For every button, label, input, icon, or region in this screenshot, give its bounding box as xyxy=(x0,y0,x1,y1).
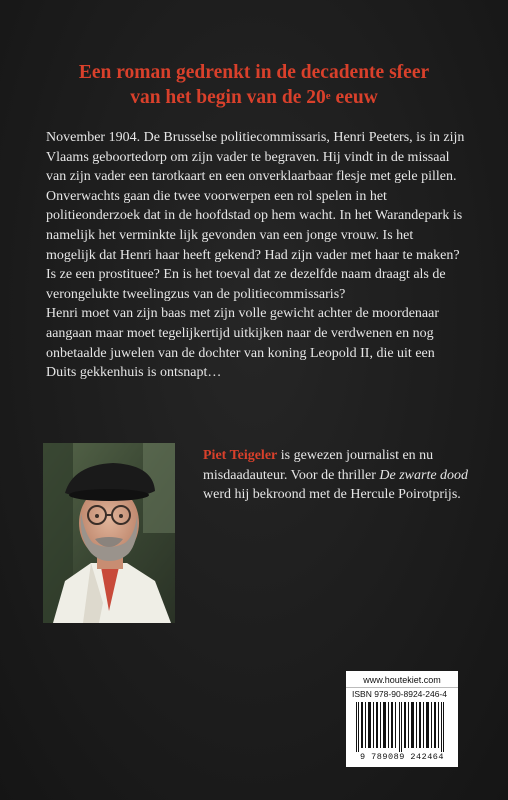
tagline xyxy=(0,60,508,110)
blurb-paragraph-1: November 1904. De Brusselse politiecommissaris, Henri Peeters, is in zijn Vlaams geboortedorp om zijn vader te begraven. Hij vindt in de missaal van zijn vader een tarotkaart en een onverklaarbaar flesje met gele pillen. Onverwachts gaan die twee voorwerpen een rol spelen in het politieonderzoek dat in de hoofdstad op hem wacht. In het Warandepark is namelijk het verminkte lijk gevonden van een jonge vrouw. Is het mogelijk dat Henri haar heeft gekend? Had zijn vader met haar te maken? Is ze een prostituee? En is het toeval dat ze dezelfde naam draagt als de verongelukte tweelingzus van de politiecommissaris? xyxy=(46,130,465,302)
publisher-url: www.houtekiet.com xyxy=(346,673,458,688)
tagline-superscript: e xyxy=(325,90,331,102)
blurb xyxy=(46,128,466,383)
author-photo xyxy=(43,443,175,623)
barcode-icon xyxy=(350,702,454,752)
tagline-line-2-end: eeuw xyxy=(330,87,378,108)
author-bio xyxy=(203,446,473,505)
tagline-line-2-start: van het begin van de 20 xyxy=(130,87,326,108)
book-title: De zwarte dood xyxy=(379,467,469,483)
blurb-paragraph-2: Henri moet van zijn baas met zijn volle gewicht achter de moordenaar aangaan maar moet tegelijkertijd uitkijken naar de verdwenen en nog onbetaalde juwelen van de dochter van koning Leopold II, die uit een Duits gekkenhuis is ontsnapt… xyxy=(46,306,440,381)
barcode-digits: 9 789089 242464 xyxy=(359,752,444,762)
author-name: Piet Teigeler xyxy=(203,448,278,463)
author-portrait-image xyxy=(43,443,175,623)
tagline-line-2 xyxy=(0,85,508,110)
bio-text-2: werd hij bekroond met de Hercule Poirotprijs. xyxy=(203,487,461,503)
isbn-number: ISBN 978-90-8924-246-4 xyxy=(352,689,447,699)
bio-text-1: is gewezen journalist en nu misdaadauteur. Voor de thriller xyxy=(203,448,434,483)
tagline-line-1: Een roman gedrenkt in de decadente sfeer xyxy=(78,62,430,83)
barcode-label xyxy=(346,671,458,767)
